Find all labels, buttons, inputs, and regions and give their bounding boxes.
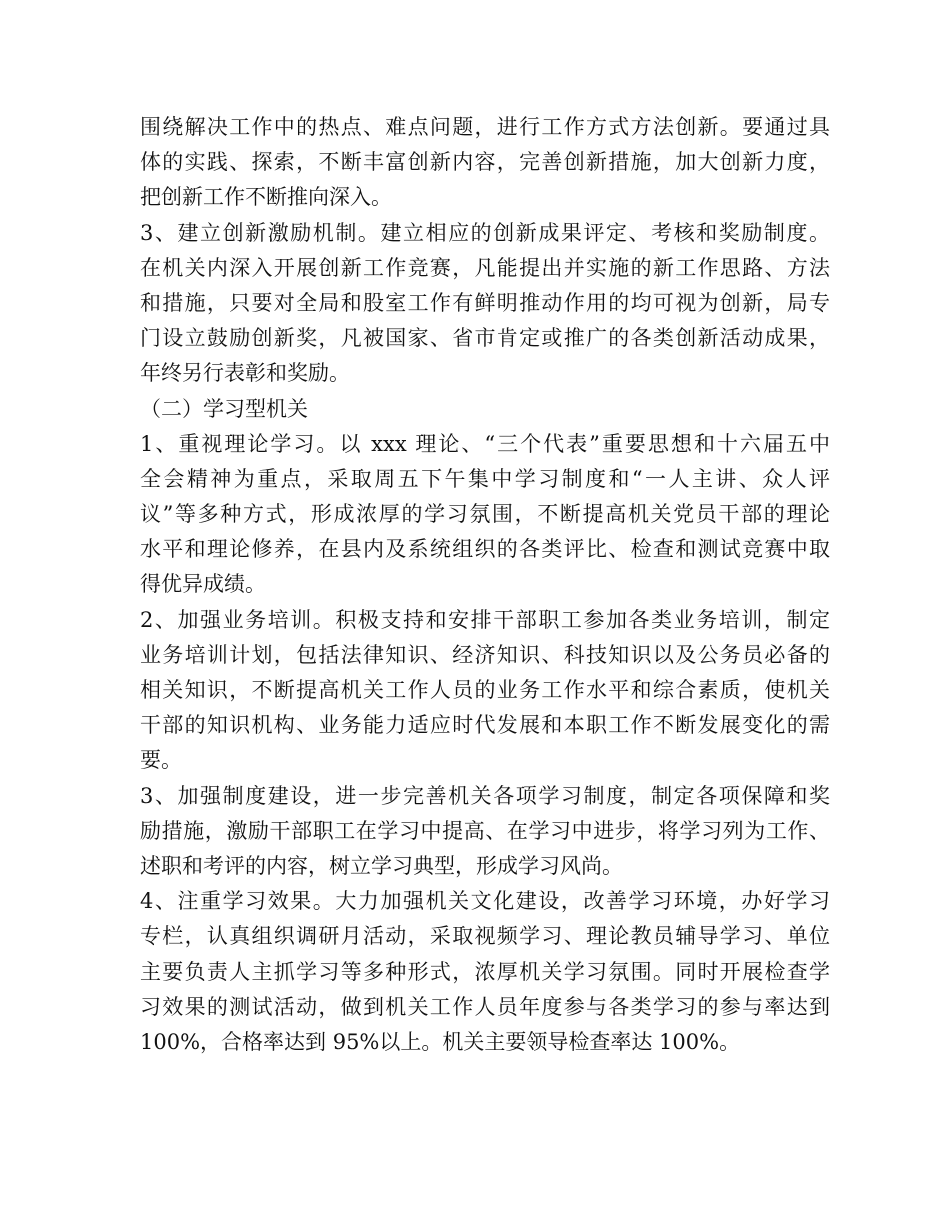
text-line: 门设立鼓励创新奖，凡被国家、省市肯定或推广的各类创新活动成果，	[140, 326, 830, 351]
text-line: 3、建立创新激励机制。建立相应的创新成果评定、考核和奖励制度。	[140, 220, 830, 245]
text-line: 励措施，激励干部职工在学习中提高、在学习中进步，将学习列为工作、	[140, 818, 830, 843]
text-line: 和措施，只要对全局和股室工作有鲜明推动作用的均可视为创新，局专	[140, 290, 830, 315]
text-line: 专栏，认真组织调研月活动，采取视频学习、理论教员辅导学习、单位	[140, 924, 830, 949]
text-line: 1、重视理论学习。以 xxx 理论、“三个代表”重要思想和十六届五中	[140, 431, 830, 456]
text-line: 在机关内深入开展创新工作竞赛，凡能提出并实施的新工作思路、方法	[140, 255, 830, 280]
text-line: 围绕解决工作中的热点、难点问题，进行工作方式方法创新。要通过具	[140, 115, 830, 139]
text-line: 议”等多种方式，形成浓厚的学习氛围，不断提高机关党员干部的理论	[140, 502, 830, 527]
text-line: 干部的知识机构、业务能力适应时代发展和本职工作不断发展变化的需	[140, 713, 830, 738]
text-line: 年终另行表彰和奖励。	[140, 361, 350, 386]
document-body	[140, 110, 830, 1060]
section-heading: （二）学习型机关	[140, 396, 308, 421]
text-line: 得优异成绩。	[140, 572, 266, 597]
text-line: 相关知识，不断提高机关工作人员的业务工作水平和综合素质，使机关	[140, 678, 830, 702]
text-line: 4、注重学习效果。大力加强机关文化建设，改善学习环境，办好学习	[140, 889, 830, 914]
text-line: 把创新工作不断推向深入。	[140, 185, 392, 210]
text-line: 要。	[140, 748, 182, 773]
text-line: 体的实践、探索，不断丰富创新内容，完善创新措施，加大创新力度，	[140, 150, 830, 175]
text-line: 水平和理论修养，在县内及系统组织的各类评比、检查和测试竞赛中取	[140, 537, 830, 562]
text-line: 述职和考评的内容，树立学习典型，形成学习风尚。	[140, 853, 623, 878]
text-line: 习效果的测试活动，做到机关工作人员年度参与各类学习的参与率达到	[140, 994, 830, 1019]
text-line: 主要负责人主抓学习等多种形式，浓厚机关学习氛围。同时开展检查学	[140, 959, 830, 984]
text-line: 3、加强制度建设，进一步完善机关各项学习制度，制定各项保障和奖	[140, 783, 830, 808]
text-line: 全会精神为重点，采取周五下午集中学习制度和“一人主讲、众人评	[140, 466, 830, 491]
text-line: 2、加强业务培训。积极支持和安排干部职工参加各类业务培训，制定	[140, 607, 830, 632]
text-line: 100%，合格率达到 95%以上。机关主要领导检查率达 100%。	[140, 1029, 741, 1054]
text-line: 业务培训计划，包括法律知识、经济知识、科技知识以及公务员必备的	[140, 642, 830, 667]
